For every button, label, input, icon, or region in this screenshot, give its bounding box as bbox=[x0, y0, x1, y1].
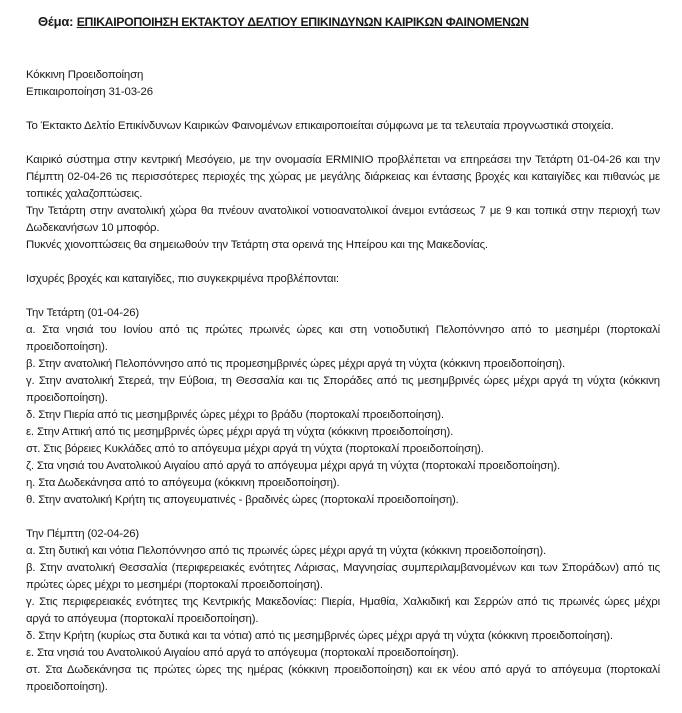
day-title: Την Πέμπτη (02-04-26) bbox=[26, 528, 140, 540]
subject-title: ΕΠΙΚΑΙΡΟΠΟΙΗΣΗ ΕΚΤΑΚΤΟΥ ΔΕΛΤΙΟΥ ΕΠΙΚΙΝΔΥΝΩΝ ΚΑΙΡΙΚΩΝ ΦΑΙΝΟΜΕΝΩΝ bbox=[76, 15, 529, 29]
document-body bbox=[26, 67, 660, 713]
forecast-item: δ. Στην Πιερία από τις μεσημβρινές ώρες μέχρι το βράδυ (πορτοκαλί προειδοποίηση). bbox=[26, 409, 444, 421]
forecast-item: γ. Στις περιφερειακές ενότητες της Κεντρικής Μακεδονίας: Πιερία, Ημαθία, Χαλκιδική και Σερρών από τις πρωινές ώρες μέχρι αργά το απόγευμα (πορτοκαλί προειδοποίηση). bbox=[26, 596, 660, 625]
day-section-wednesday bbox=[26, 305, 660, 509]
forecast-item: β. Στην ανατολική Θεσσαλία (περιφερειακές ενότητες Λάρισας, Μαγνησίας συμπεριλαμβανομένων και των Σποράδων) από τις πρώτες ώρες μέχρι το μεσημέρι (πορτοκαλί προειδοποίηση). bbox=[26, 562, 660, 591]
forecast-item: α. Στη δυτική και νότια Πελοπόννησο από τις πρωινές ώρες μέχρι αργά τη νύχτα (κόκκινη προειδοποίηση). bbox=[26, 545, 547, 557]
system-paragraph-1: Καιρικό σύστημα στην κεντρική Μεσόγειο, με την ονομασία ERMINIO προβλέπεται να επηρεάσει την Τετάρτη 01-04-26 και την Πέμπτη 02-04-26 τις περισσότερες περιοχές της χώρας με μεγάλης διάρκειας και έντασης βροχές και καταιγίδες και πιθανώς με τοπικές χαλαζοπτώσεις. bbox=[26, 154, 660, 200]
day-section-thursday bbox=[26, 526, 660, 696]
forecast-item: ε. Στα νησιά του Ανατολικού Αιγαίου από αργά το απόγευμα (πορτοκαλί προειδοποίηση). bbox=[26, 647, 459, 659]
system-paragraph-3: Πυκνές χιονοπτώσεις θα σημειωθούν την Τετάρτη στα ορεινά της Ηπείρου και της Μακεδονίας. bbox=[26, 239, 488, 251]
day-title: Την Τετάρτη (01-04-26) bbox=[26, 307, 140, 319]
update-date: Επικαιροποίηση 31-03-26 bbox=[26, 86, 153, 98]
forecast-item: α. Στα νησιά του Ιονίου από τις πρώτες πρωινές ώρες και στη νοτιοδυτική Πελοπόννησο από το μεσημέρι (πορτοκαλί προειδοποίηση). bbox=[26, 324, 660, 353]
forecast-item: στ. Στις βόρειες Κυκλάδες από το απόγευμα μέχρι αργά τη νύχτα (πορτοκαλί προειδοποίηση). bbox=[26, 443, 484, 455]
subject-label: Θέμα: bbox=[38, 14, 74, 29]
forecast-item: δ. Στην Κρήτη (κυρίως στα δυτικά και τα νότια) από τις μεσημβρινές ώρες μέχρι αργά τη νύχτα (κόκκινη προειδοποίηση). bbox=[26, 630, 613, 642]
intro-paragraph: Το Έκτακτο Δελτίο Επικίνδυνων Καιρικών Φαινομένων επικαιροποιείται σύμφωνα με τα τελευταία προγνωστικά στοιχεία. bbox=[26, 120, 614, 132]
forecast-item: ζ. Στα νησιά του Ανατολικού Αιγαίου από αργά το απόγευμα μέχρι αργά τη νύχτα (πορτοκαλί προειδοποίηση). bbox=[26, 460, 560, 472]
warning-header bbox=[26, 67, 660, 101]
document-subject bbox=[38, 14, 529, 29]
forecast-item: γ. Στην ανατολική Στερεά, την Εύβοια, τη Θεσσαλία και τις Σποράδες από τις μεσημβρινές ώρες μέχρι αργά τη νύχτα (κόκκινη προειδοποίηση). bbox=[26, 375, 660, 404]
forecast-item: στ. Στα Δωδεκάνησα τις πρώτες ώρες της ημέρας (κόκκινη προειδοποίηση) και εκ νέου από αργά το απόγευμα (πορτοκαλί προειδοποίηση). bbox=[26, 664, 660, 693]
forecast-item: θ. Στην ανατολική Κρήτη τις απογευματινές - βραδινές ώρες (πορτοκαλί προειδοποίηση). bbox=[26, 494, 459, 506]
warning-level: Κόκκινη Προειδοποίηση bbox=[26, 69, 144, 81]
forecast-intro: Ισχυρές βροχές και καταιγίδες, πιο συγκεκριμένα προβλέπονται: bbox=[26, 273, 339, 285]
weather-system-section bbox=[26, 152, 660, 254]
system-paragraph-2: Την Τετάρτη στην ανατολική χώρα θα πνέουν ανατολικοί νοτιοανατολικοί άνεμοι εντάσεως 7 με 9 και τοπικά στην περιοχή των Δωδεκανήσων 10 μποφόρ. bbox=[26, 205, 660, 234]
forecast-item: η. Στα Δωδεκάνησα από το απόγευμα (κόκκινη προειδοποίηση). bbox=[26, 477, 340, 489]
forecast-item: β. Στην ανατολική Πελοπόννησο από τις προμεσημβρινές ώρες μέχρι αργά τη νύχτα (κόκκινη προειδοποίηση). bbox=[26, 358, 566, 370]
forecast-item: ε. Στην Αττική από τις μεσημβρινές ώρες μέχρι αργά τη νύχτα (κόκκινη προειδοποίηση). bbox=[26, 426, 454, 438]
